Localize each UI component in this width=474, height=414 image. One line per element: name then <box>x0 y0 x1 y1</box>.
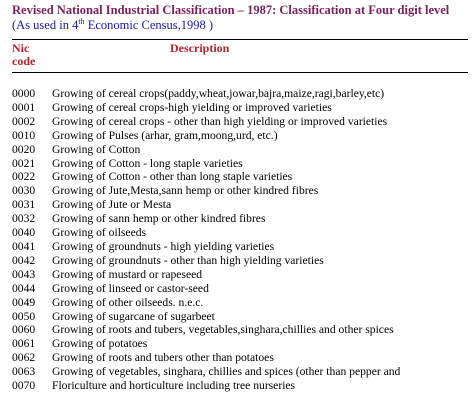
nic-description: Growing of roots and tubers, vegetables,singhara,chillies and other spices <box>52 323 394 337</box>
classification-list <box>12 87 470 393</box>
page-title: Revised National Industrial Classification – 1987: Classification at Four digit level <box>12 3 450 17</box>
header-bottom-rule <box>12 72 468 73</box>
table-row <box>12 226 470 240</box>
nic-code: 0061 <box>12 337 36 351</box>
nic-description: Growing of roots and tubers other than potatoes <box>52 351 274 365</box>
table-row <box>12 198 470 212</box>
table-row <box>12 296 470 310</box>
nic-description: Growing of linseed or castor-seed <box>52 281 209 295</box>
nic-code: 0040 <box>12 226 36 240</box>
nic-description: Growing of Pulses (arhar, gram,moong,urd, etc.) <box>52 128 278 142</box>
table-row <box>12 254 470 268</box>
nic-code: 0041 <box>12 239 36 253</box>
nic-code: 0032 <box>12 212 36 226</box>
table-row <box>12 170 470 184</box>
table-row <box>12 282 470 296</box>
nic-description: Growing of vegetables, singhara, chillies and spices (other than pepper and <box>52 365 401 379</box>
subtitle-suffix: Economic Census,1998 ) <box>84 18 214 32</box>
table-row <box>12 365 470 379</box>
document <box>12 3 470 393</box>
subtitle-superscript: th <box>78 17 85 26</box>
nic-code: 0062 <box>12 351 36 365</box>
nic-code: 0002 <box>12 114 36 128</box>
nic-code: 0044 <box>12 281 36 295</box>
nic-code: 0063 <box>12 365 36 379</box>
nic-code: 0050 <box>12 309 36 323</box>
table-row <box>12 310 470 324</box>
table-row <box>12 87 470 101</box>
nic-description: Growing of potatoes <box>52 337 148 351</box>
nic-description: Growing of Cotton <box>52 142 141 156</box>
nic-description: Growing of groundnuts - other than high yielding varieties <box>52 253 324 267</box>
nic-code: 0010 <box>12 128 36 142</box>
subtitle-prefix: (As used in 4 <box>12 18 79 32</box>
nic-description: Growing of Jute,Mesta,sann hemp or other kindred fibres <box>52 184 319 198</box>
header-description: Description <box>170 41 230 55</box>
nic-code: 0022 <box>12 170 36 184</box>
header-code-line1: Nic <box>12 41 30 55</box>
table-row <box>12 268 470 282</box>
nic-code: 0021 <box>12 156 36 170</box>
table-row <box>12 337 470 351</box>
table-row <box>12 351 470 365</box>
nic-description: Growing of sann hemp or other kindred fibres <box>52 212 266 226</box>
table-row <box>12 143 470 157</box>
table-row <box>12 379 470 393</box>
nic-code: 0030 <box>12 184 36 198</box>
nic-code: 0049 <box>12 295 36 309</box>
nic-description: Growing of Cotton - long staple varieties <box>52 156 243 170</box>
nic-code: 0020 <box>12 142 36 156</box>
nic-description: Growing of cereal crops - other than high yielding or improved varieties <box>52 114 388 128</box>
nic-description: Growing of oilseeds <box>52 226 147 240</box>
nic-description: Growing of groundnuts - high yielding varieties <box>52 239 275 253</box>
table-row <box>12 323 470 337</box>
page-subtitle <box>12 18 470 33</box>
nic-description: Growing of mustard or rapeseed <box>52 267 203 281</box>
table-row <box>12 240 470 254</box>
header-code <box>12 42 54 70</box>
nic-code: 0042 <box>12 253 36 267</box>
table-row <box>12 101 470 115</box>
nic-description: Growing of other oilseeds. n.e.c. <box>52 295 204 309</box>
table-row <box>12 115 470 129</box>
table-row <box>12 129 470 143</box>
nic-description: Growing of Cotton - other than long staple varieties <box>52 170 293 184</box>
table-row <box>12 184 470 198</box>
nic-code: 0000 <box>12 87 36 100</box>
table-row <box>12 212 470 226</box>
nic-description: Growing of cereal crops(paddy,wheat,jowar,bajra,maize,ragi,barley,etc) <box>52 87 385 100</box>
header-code-line2: code <box>12 54 36 68</box>
table-row <box>12 157 470 171</box>
nic-code: 0001 <box>12 100 36 114</box>
nic-code: 0031 <box>12 198 36 212</box>
nic-description: Floriculture and horticulture including tree nurseries <box>52 379 296 393</box>
nic-code: 0060 <box>12 323 36 337</box>
nic-description: Growing of cereal crops-high yielding or improved varieties <box>52 100 332 114</box>
nic-description: Growing of sugarcane of sugarbeet <box>52 309 215 323</box>
nic-code: 0070 <box>12 379 36 393</box>
nic-code: 0043 <box>12 267 36 281</box>
table-header <box>12 40 470 70</box>
nic-description: Growing of Jute or Mesta <box>52 198 172 212</box>
